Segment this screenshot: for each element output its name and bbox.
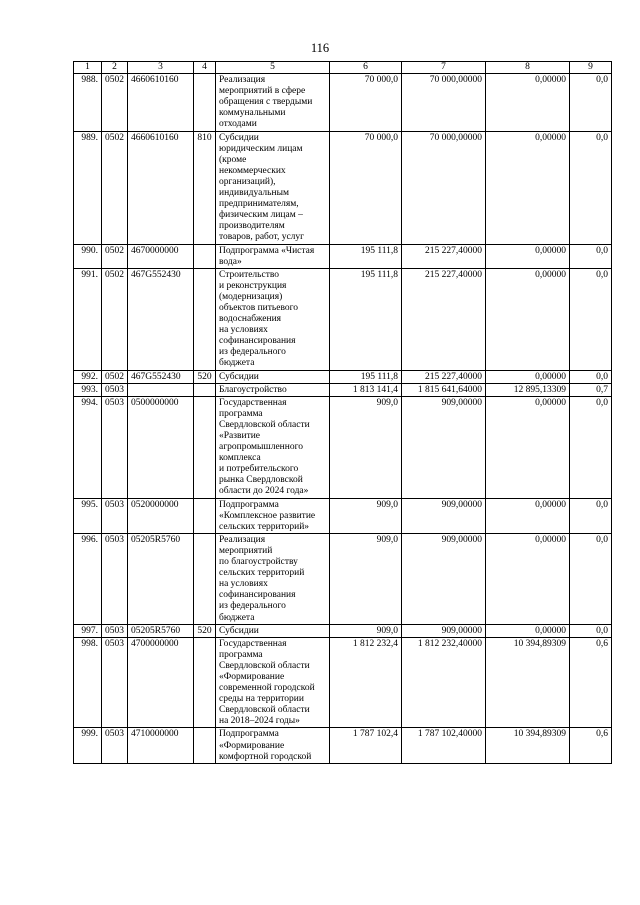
name-line: некоммерческих xyxy=(219,165,286,176)
name-line: «Развитие xyxy=(219,431,261,441)
difference-cell: 0,00000 xyxy=(486,74,570,131)
name-line: Субсидии xyxy=(219,132,259,143)
row-number-cell: 990. xyxy=(74,244,102,268)
expense-type-cell xyxy=(194,74,216,131)
section-code-cell: 0502 xyxy=(102,74,128,131)
planned-amount-cell: 70 000,0 xyxy=(330,74,402,131)
executed-amount-cell: 1 787 102,40000 xyxy=(402,728,486,763)
name-line: Субсидии xyxy=(219,371,259,382)
planned-amount-cell: 1 787 102,4 xyxy=(330,728,402,763)
difference-cell: 12 895,13309 xyxy=(486,383,570,396)
name-line: отходами xyxy=(219,119,257,130)
name-line: «Формирование xyxy=(219,740,285,751)
percent-cell: 0,0 xyxy=(570,396,612,498)
header-cell: 4 xyxy=(194,62,216,74)
name-line: вода» xyxy=(219,256,242,267)
planned-amount-cell: 909,0 xyxy=(330,624,402,637)
difference-cell: 10 394,89309 xyxy=(486,637,570,728)
name-line: на условиях xyxy=(219,579,268,590)
percent-cell: 0,0 xyxy=(570,244,612,268)
name-line: софинансирования xyxy=(219,336,296,347)
name-line: среды на территории xyxy=(219,694,304,705)
percent-cell: 0,0 xyxy=(570,268,612,370)
target-code-cell: 0520000000 xyxy=(128,498,194,533)
name-cell xyxy=(216,244,330,268)
name-line: Свердловской области xyxy=(219,660,310,671)
executed-amount-cell: 909,00000 xyxy=(402,396,486,498)
name-line: из федерального xyxy=(219,347,286,358)
name-line: и реконструкция xyxy=(219,280,287,291)
name-line: области до 2024 года» xyxy=(219,486,309,497)
row-number-cell: 991. xyxy=(74,268,102,370)
section-code-cell: 0503 xyxy=(102,533,128,624)
expense-type-cell: 520 xyxy=(194,624,216,637)
row-number-cell: 998. xyxy=(74,637,102,728)
row-number-cell: 994. xyxy=(74,396,102,498)
table-row xyxy=(74,498,612,533)
name-line: программа xyxy=(219,649,263,660)
planned-amount-cell: 195 111,8 xyxy=(330,244,402,268)
row-number-cell: 988. xyxy=(74,74,102,131)
row-number-cell: 993. xyxy=(74,383,102,396)
target-code-cell: 467G552430 xyxy=(128,370,194,383)
name-line: (кроме xyxy=(219,154,247,165)
name-cell xyxy=(216,533,330,624)
expense-type-cell xyxy=(194,498,216,533)
percent-cell: 0,7 xyxy=(570,383,612,396)
target-code-cell: 05205R5760 xyxy=(128,533,194,624)
row-number-cell: 989. xyxy=(74,131,102,244)
name-line: агропромышленного xyxy=(219,442,304,453)
executed-amount-cell: 70 000,00000 xyxy=(402,74,486,131)
name-line: и потребительского xyxy=(219,464,299,475)
row-number-cell: 995. xyxy=(74,498,102,533)
expense-type-cell xyxy=(194,383,216,396)
difference-cell: 0,00000 xyxy=(486,396,570,498)
executed-amount-cell: 1 812 232,40000 xyxy=(402,637,486,728)
target-code-cell: 4670000000 xyxy=(128,244,194,268)
name-line: водоснабжения xyxy=(219,314,282,325)
percent-cell: 0,0 xyxy=(570,624,612,637)
target-code-cell: 4660610160 xyxy=(128,131,194,244)
section-code-cell: 0503 xyxy=(102,498,128,533)
executed-amount-cell: 909,00000 xyxy=(402,624,486,637)
target-code-cell: 467G552430 xyxy=(128,268,194,370)
name-line: Подпрограмма xyxy=(219,729,279,740)
name-line: мероприятий xyxy=(219,545,273,556)
header-cell: 7 xyxy=(402,62,486,74)
name-line: «Комплексное развитие xyxy=(219,510,316,521)
header-cell: 9 xyxy=(570,62,612,74)
name-line: на 2018–2024 годы» xyxy=(219,716,300,727)
target-code-cell: 05205R5760 xyxy=(128,624,194,637)
name-line: объектов питьевого xyxy=(219,302,299,313)
name-line: (модернизация) xyxy=(219,291,283,302)
name-line: рынка Свердловской xyxy=(219,475,303,486)
executed-amount-cell: 70 000,00000 xyxy=(402,131,486,244)
name-cell xyxy=(216,383,330,396)
expense-type-cell xyxy=(194,244,216,268)
header-cell: 5 xyxy=(216,62,330,74)
name-line: Благоустройство xyxy=(219,384,287,395)
name-line: физическим лицам – xyxy=(219,210,303,221)
percent-cell: 0,0 xyxy=(570,498,612,533)
name-line: на условиях xyxy=(219,325,268,336)
row-number-cell: 997. xyxy=(74,624,102,637)
name-cell xyxy=(216,268,330,370)
difference-cell: 0,00000 xyxy=(486,624,570,637)
expense-type-cell: 810 xyxy=(194,131,216,244)
name-line: юридическим лицам xyxy=(219,143,303,154)
percent-cell: 0,6 xyxy=(570,728,612,763)
expense-type-cell xyxy=(194,533,216,624)
name-cell xyxy=(216,498,330,533)
row-number-cell: 999. xyxy=(74,728,102,763)
difference-cell: 0,00000 xyxy=(486,498,570,533)
name-line: сельских территорий» xyxy=(219,521,310,532)
target-code-cell: 0500000000 xyxy=(128,396,194,498)
section-code-cell: 0503 xyxy=(102,396,128,498)
target-code-cell: 4660610160 xyxy=(128,74,194,131)
name-cell xyxy=(216,728,330,763)
table-row xyxy=(74,728,612,763)
name-cell xyxy=(216,637,330,728)
name-line: «Формирование xyxy=(219,671,285,682)
row-number-cell: 996. xyxy=(74,533,102,624)
expense-type-cell xyxy=(194,396,216,498)
table-row xyxy=(74,370,612,383)
name-line: коммунальными xyxy=(219,108,286,119)
difference-cell: 0,00000 xyxy=(486,268,570,370)
name-line: по благоустройству xyxy=(219,557,298,568)
name-cell xyxy=(216,396,330,498)
name-line: софинансирования xyxy=(219,590,296,601)
name-cell xyxy=(216,370,330,383)
name-line: бюджета xyxy=(219,612,255,623)
header-cell: 6 xyxy=(330,62,402,74)
section-code-cell: 0502 xyxy=(102,131,128,244)
table-body xyxy=(74,62,612,764)
name-line: предпринимателям, xyxy=(219,199,299,210)
expense-type-cell xyxy=(194,637,216,728)
expense-type-cell xyxy=(194,728,216,763)
expense-type-cell: 520 xyxy=(194,370,216,383)
section-code-cell: 0502 xyxy=(102,268,128,370)
header-cell: 1 xyxy=(74,62,102,74)
executed-amount-cell: 909,00000 xyxy=(402,498,486,533)
percent-cell: 0,0 xyxy=(570,370,612,383)
section-code-cell: 0503 xyxy=(102,728,128,763)
target-code-cell xyxy=(128,383,194,396)
name-line: Строительство xyxy=(219,269,280,280)
name-line: Государственная xyxy=(219,638,287,649)
name-line: комплекса xyxy=(219,453,261,464)
planned-amount-cell: 70 000,0 xyxy=(330,131,402,244)
name-line: организаций), xyxy=(219,176,276,187)
percent-cell: 0,0 xyxy=(570,74,612,131)
row-number-cell: 992. xyxy=(74,370,102,383)
page-number: 116 xyxy=(310,41,330,55)
difference-cell: 0,00000 xyxy=(486,370,570,383)
difference-cell: 0,00000 xyxy=(486,533,570,624)
executed-amount-cell: 909,00000 xyxy=(402,533,486,624)
planned-amount-cell: 909,0 xyxy=(330,498,402,533)
target-code-cell: 4710000000 xyxy=(128,728,194,763)
name-cell xyxy=(216,131,330,244)
table-row xyxy=(74,131,612,244)
planned-amount-cell: 195 111,8 xyxy=(330,268,402,370)
difference-cell: 0,00000 xyxy=(486,244,570,268)
name-line: Реализация xyxy=(219,75,266,86)
name-line: сельских территорий xyxy=(219,568,305,579)
name-line: Государственная xyxy=(219,397,287,408)
name-line: современной городской xyxy=(219,683,315,694)
section-code-cell: 0502 xyxy=(102,370,128,383)
name-line: Подпрограмма xyxy=(219,499,279,510)
planned-amount-cell: 909,0 xyxy=(330,396,402,498)
name-cell xyxy=(216,74,330,131)
header-row xyxy=(74,62,612,74)
table-row xyxy=(74,383,612,396)
name-line: комфортной городской xyxy=(219,751,312,762)
header-cell: 8 xyxy=(486,62,570,74)
percent-cell: 0,0 xyxy=(570,131,612,244)
expense-type-cell xyxy=(194,268,216,370)
table-row xyxy=(74,533,612,624)
section-code-cell: 0503 xyxy=(102,624,128,637)
planned-amount-cell: 909,0 xyxy=(330,533,402,624)
name-line: Свердловской области xyxy=(219,419,310,430)
table-row xyxy=(74,268,612,370)
budget-table xyxy=(73,61,612,764)
executed-amount-cell: 215 227,40000 xyxy=(402,268,486,370)
table-row xyxy=(74,244,612,268)
executed-amount-cell: 215 227,40000 xyxy=(402,370,486,383)
planned-amount-cell: 1 812 232,4 xyxy=(330,637,402,728)
name-line: мероприятий в сфере xyxy=(219,86,306,97)
planned-amount-cell: 1 813 141,4 xyxy=(330,383,402,396)
table-row xyxy=(74,624,612,637)
section-code-cell: 0503 xyxy=(102,383,128,396)
table-row xyxy=(74,637,612,728)
header-cell: 2 xyxy=(102,62,128,74)
name-line: Свердловской области xyxy=(219,705,310,716)
executed-amount-cell: 215 227,40000 xyxy=(402,244,486,268)
name-line: товаров, работ, услуг xyxy=(219,232,305,243)
table-row xyxy=(74,74,612,131)
name-line: Субсидии xyxy=(219,625,259,636)
section-code-cell: 0503 xyxy=(102,637,128,728)
name-line: Подпрограмма «Чистая xyxy=(219,245,315,256)
planned-amount-cell: 195 111,8 xyxy=(330,370,402,383)
name-line: Реализация xyxy=(219,534,266,545)
name-line: из федерального xyxy=(219,601,286,612)
table-row xyxy=(74,396,612,498)
percent-cell: 0,6 xyxy=(570,637,612,728)
name-line: программа xyxy=(219,408,263,419)
name-line: обращения с твердыми xyxy=(219,97,313,108)
section-code-cell: 0502 xyxy=(102,244,128,268)
name-line: индивидуальным xyxy=(219,188,289,199)
executed-amount-cell: 1 815 641,64000 xyxy=(402,383,486,396)
difference-cell: 10 394,89309 xyxy=(486,728,570,763)
name-line: бюджета xyxy=(219,358,255,369)
target-code-cell: 4700000000 xyxy=(128,637,194,728)
percent-cell: 0,0 xyxy=(570,533,612,624)
name-cell xyxy=(216,624,330,637)
difference-cell: 0,00000 xyxy=(486,131,570,244)
name-line: производителям xyxy=(219,221,285,232)
header-cell: 3 xyxy=(128,62,194,74)
